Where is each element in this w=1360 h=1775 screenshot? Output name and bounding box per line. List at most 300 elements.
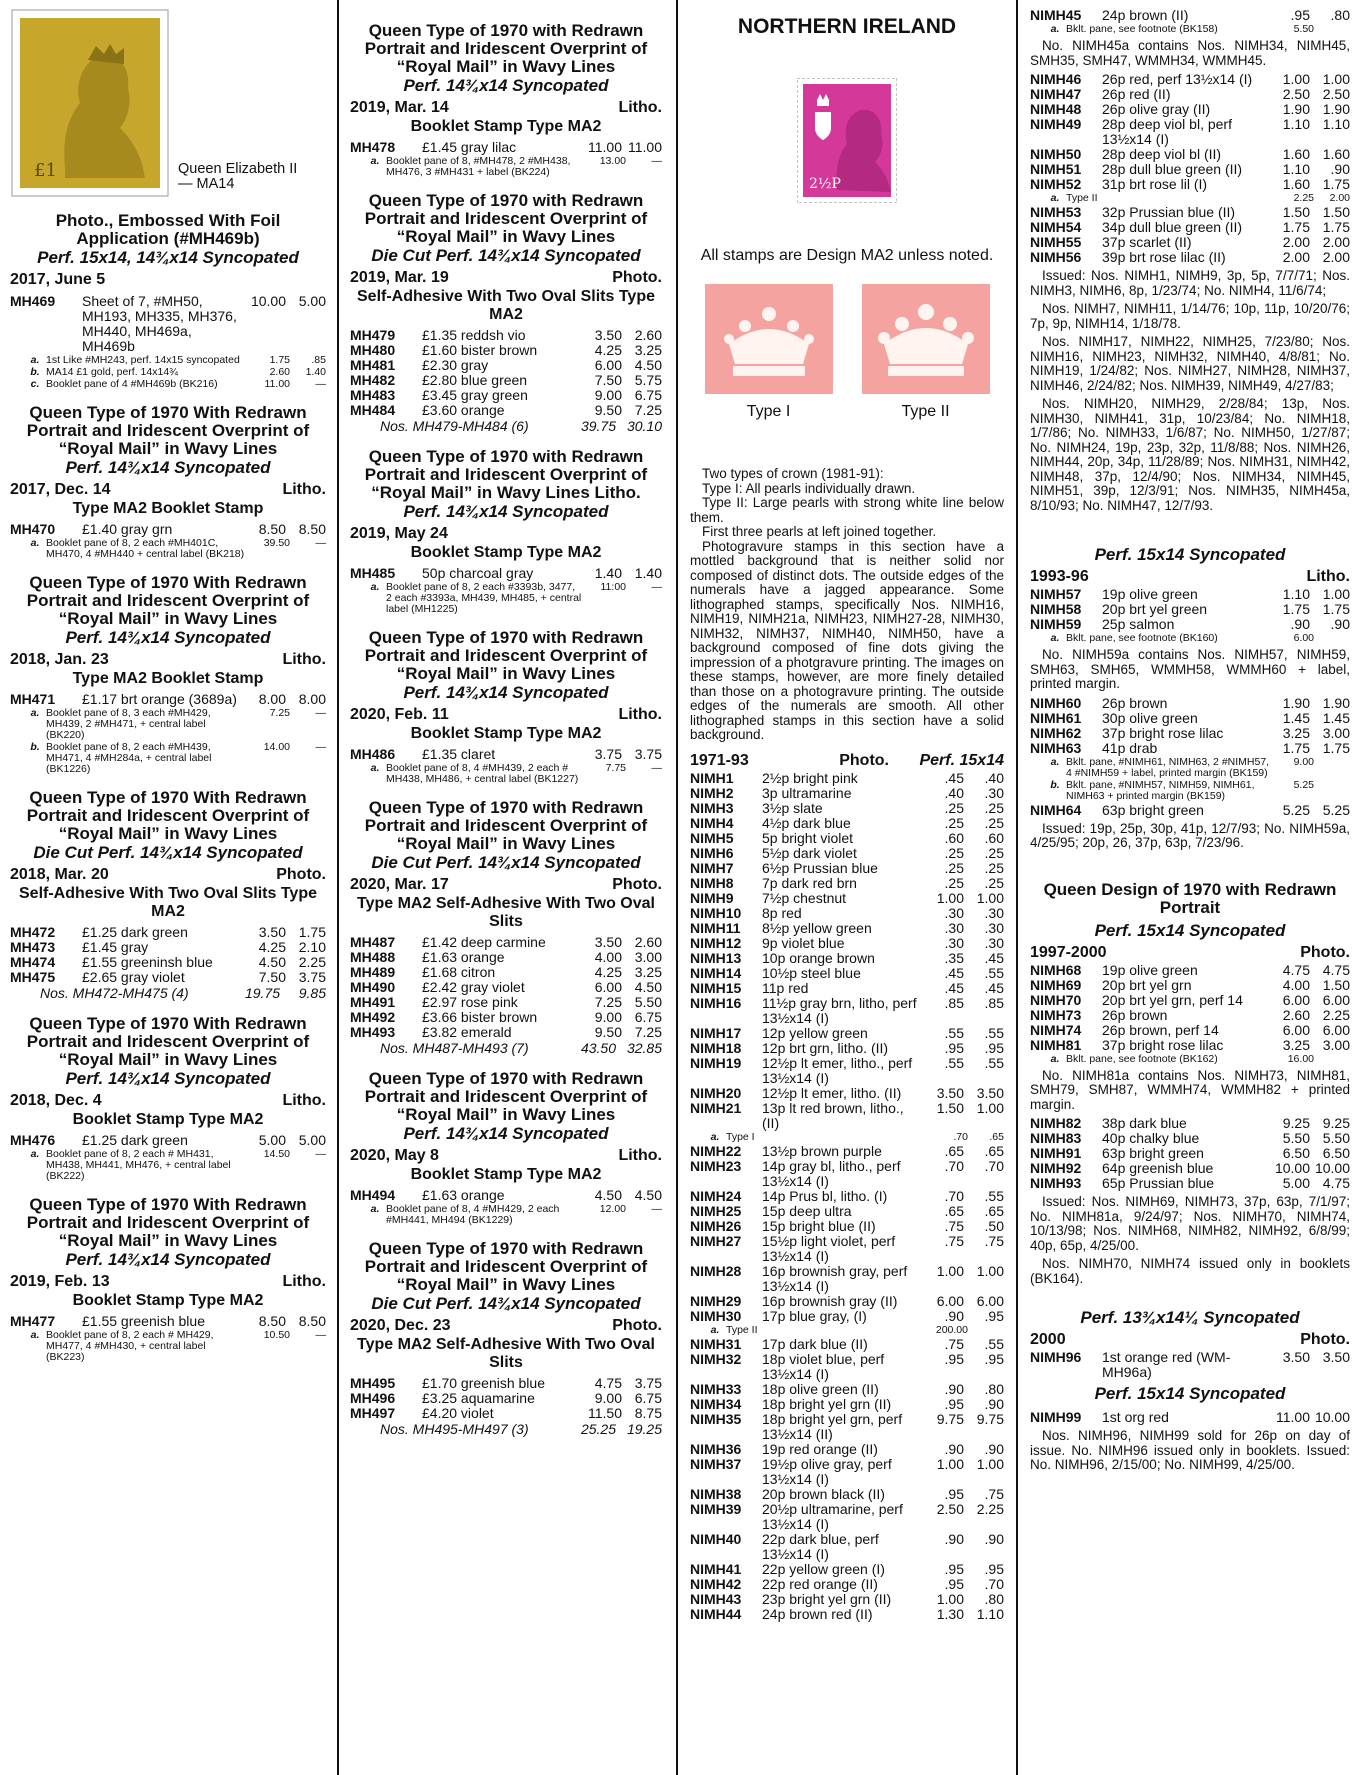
stamp-description: 26p brown [1102, 694, 1168, 711]
price-used: .30 [984, 934, 1004, 951]
printing-process: Litho. [618, 1147, 662, 1164]
stamp-row [690, 861, 1004, 876]
stamp-row [690, 1337, 1004, 1352]
catalog-number: NIMH6 [690, 844, 734, 861]
price-used: 5.25 [1322, 801, 1350, 818]
price-mint: 2.00 [1282, 234, 1310, 250]
price-mint: .85 [944, 994, 964, 1011]
price-mint: .90 [1290, 616, 1310, 632]
stamp-row [690, 801, 1004, 816]
price-used: 1.00 [1322, 71, 1350, 87]
catalog-number: MH486 [350, 746, 396, 762]
stamp-row [690, 1532, 1004, 1562]
catalog-number: NIMH61 [1030, 709, 1082, 726]
stamp-row [690, 1592, 1004, 1607]
stamp-description: 3½p slate [762, 799, 823, 816]
stamp-description: 9p violet blue [762, 934, 845, 951]
price-used: 5.75 [634, 372, 662, 388]
stamp-description: 34p dull blue green (II) [1102, 219, 1243, 235]
stamp-description: 25p salmon [1102, 616, 1175, 632]
stamp-row [350, 1391, 662, 1406]
catalog-number: NIMH37 [690, 1455, 742, 1472]
total-row [350, 418, 662, 434]
price-used: .30 [984, 784, 1004, 801]
stamp-description: £3.60 orange [422, 402, 505, 418]
stamp-type-heading: Type MA2 Self-Adhesive With Two Oval Slits [357, 895, 655, 930]
price-mint: 1.00 [936, 1262, 964, 1279]
stamp-row [1030, 1131, 1350, 1146]
price-used: 2.25 [1322, 1006, 1350, 1023]
price-used: 5.50 [1322, 1130, 1350, 1146]
total-mint: 25.25 [580, 1421, 616, 1437]
price-mint: 1.45 [1282, 709, 1310, 726]
catalog-number: MH469 [10, 293, 56, 309]
price-used: 6.00 [976, 1292, 1004, 1309]
column-2 [340, 0, 672, 1775]
stamp-description: 18p bright yel grn, perf 13½x14 (II) [762, 1410, 903, 1442]
stamp-description: 12½p lt emer, litho. (II) [762, 1084, 902, 1101]
stamp-description: 20p brt yel grn [1102, 976, 1192, 993]
issue-date: 2020, May 8 [350, 1147, 439, 1164]
stamp-row [1030, 617, 1350, 632]
price-mint: 3.50 [936, 1084, 964, 1101]
stamp-description: 37p bright rose lilac [1102, 724, 1224, 741]
price-used: 5.00 [298, 293, 326, 309]
price-mint: .30 [944, 904, 964, 921]
stamp-row [690, 951, 1004, 966]
stamp-row [10, 692, 326, 707]
price-mint: 9.25 [1282, 1115, 1310, 1131]
stamp-description: 19p red orange (II) [762, 1440, 878, 1457]
stamp-type-heading: Self-Adhesive With Two Oval Slits Type MA2 [19, 885, 317, 920]
perf-heading: Die Cut Perf. 14¾x14 Syncopated [371, 1294, 641, 1313]
issue-date-line [10, 480, 326, 500]
price-used: .25 [984, 859, 1004, 876]
price-used: 2.60 [634, 327, 662, 343]
variety-mint: 39.50 [263, 537, 290, 549]
catalog-number: NIMH93 [1030, 1175, 1082, 1191]
catalog-number: MH483 [350, 387, 396, 403]
price-used: .95 [984, 1560, 1004, 1577]
sub-variety-row [10, 367, 326, 378]
variety-used: — [315, 1148, 326, 1160]
issued-paragraph: Nos. NIMH7, NIMH11, 1/14/76; 10p, 11p, 10/20/76; 7p, 9p, NIMH14, 1/18/78. [1030, 301, 1350, 331]
stamp-row [690, 786, 1004, 801]
variety-used [1314, 24, 1350, 35]
issue-heading: Queen Type of 1970 with Redrawn Portrait and Iridescent Overprint of “Royal Mail” in Wavy Lines [364, 1239, 648, 1294]
catalog-number: NIMH38 [690, 1485, 742, 1502]
stamp-row [690, 921, 1004, 936]
catalog-number: NIMH45 [1030, 7, 1082, 23]
issue-block [350, 799, 662, 1056]
price-used: .60 [984, 829, 1004, 846]
perf-heading: Die Cut Perf. 14¾x14 Syncopated [33, 843, 303, 862]
stamp-description: 26p red (II) [1102, 86, 1171, 102]
stamp-row [1030, 8, 1350, 23]
stamp-description: 14p Prus bl, litho. (I) [762, 1187, 888, 1204]
stamp-description: £1.35 claret [422, 746, 496, 762]
stamp-description: 41p drab [1102, 739, 1158, 756]
issue-date-line [10, 650, 326, 670]
price-used: 3.50 [976, 1084, 1004, 1101]
issue-date-line [350, 1316, 662, 1336]
price-used: 8.75 [634, 1405, 662, 1421]
stamp-description: 50p charcoal gray [422, 565, 534, 581]
catalog-number: NIMH39 [690, 1500, 742, 1517]
issued-paragraph: Nos. NIMH20, NIMH29, 2/28/84; 13p, Nos. NIMH30, NIMH41, 31p, 10/23/84; No. NIMH18, 1/7/86; No. NIMH33, 1/6/87; No. NIMH50, 1/27/87; No. NIMH24, 19p, 23p, 32p, 11/8/88; Nos. NIMH26, NIMH44, 20p, 34p, 11/28/89; Nos. NIMH31, NIMH42, NIMH48, 37p, 12/4/90; Nos. NIMH34, NIMH45, NIMH51, 39p, 12/3/91; Nos. NIMH35, NIMH45a, 8/10/93; No. NIMH47, 12/7/93. [1030, 396, 1350, 513]
variety-mint: 10.50 [263, 1329, 290, 1341]
price-mint: 6.00 [594, 357, 622, 373]
catalog-number: NIMH12 [690, 934, 742, 951]
price-used: 1.90 [1322, 694, 1350, 711]
price-used: 2.10 [298, 939, 326, 955]
issued-paragraph: Issued: Nos. NIMH1, NIMH9, 3p, 5p, 7/7/71; Nos. NIMH3, NIMH6, 8p, 1/23/74; No. NIMH4, 11/6/74; [1030, 268, 1350, 298]
stamp-description: 26p red, perf 13½x14 (I) [1102, 71, 1253, 87]
stamp-row [690, 996, 1004, 1026]
stamp-description: 8p red [762, 904, 802, 921]
price-mint: 1.10 [1282, 161, 1310, 177]
catalog-number: NIMH64 [1030, 801, 1082, 818]
price-mint: .75 [944, 1232, 964, 1249]
price-mint: 9.00 [594, 1009, 622, 1025]
stamp-description: £1.25 dark green [82, 1132, 188, 1148]
price-mint: 1.00 [1282, 71, 1310, 87]
catalog-number: MH488 [350, 949, 396, 965]
issue-date-line [10, 865, 326, 885]
stamp-description: Sheet of 7, #MH50, MH193, MH335, MH376, MH440, MH469a, MH469b [82, 293, 237, 354]
catalog-number: NIMH23 [690, 1157, 742, 1174]
issue-header: 1997-2000 Photo. [1030, 943, 1350, 961]
price-mint: 11.00 [1276, 1409, 1310, 1425]
catalog-number: NIMH34 [690, 1395, 742, 1412]
stamp-description: 26p brown, perf 14 [1102, 1021, 1219, 1038]
price-mint: 3.50 [594, 934, 622, 950]
price-mint: 5.25 [1282, 801, 1310, 818]
stamp-description: 16p brownish gray (II) [762, 1292, 898, 1309]
stamp-row [690, 906, 1004, 921]
price-mint: .65 [944, 1142, 964, 1159]
variety-letter: a. [30, 1329, 40, 1341]
stamp-row [1030, 102, 1350, 117]
catalog-number: MH474 [10, 954, 56, 970]
note-paragraph: No. NIMH45a contains Nos. NIMH34, NIMH45, SMH35, SMH47, WMMH34, WMMH45. [1030, 38, 1350, 68]
price-mint: 10.00 [1274, 1160, 1310, 1176]
price-used: 1.45 [1322, 709, 1350, 726]
stamp-description: £1.63 orange [422, 949, 505, 965]
variety-used: 2.00 [1329, 192, 1350, 204]
catalog-number: NIMH36 [690, 1440, 742, 1457]
price-mint: .70 [944, 1187, 964, 1204]
stamp-row [1030, 963, 1350, 978]
svg-text:2½P: 2½P [809, 176, 841, 192]
printing-process: Litho. [282, 651, 326, 668]
catalog-number: MH470 [10, 521, 56, 537]
price-mint: 6.00 [594, 979, 622, 995]
stamp-row [10, 955, 326, 970]
stamp-row [350, 950, 662, 965]
stamp-row [350, 140, 662, 155]
catalog-number: NIMH58 [1030, 601, 1082, 617]
catalog-number: NIMH26 [690, 1217, 742, 1234]
variety-mint: 2.60 [269, 366, 290, 378]
note-paragraph: No. NIMH59a contains Nos. NIMH57, NIMH59, SMH63, SMH65, WMMH58, WMMH60 + label, printed margin. [1030, 647, 1350, 691]
price-used: 1.00 [976, 889, 1004, 906]
stamp-description: 24p brown red (II) [762, 1605, 873, 1622]
catalog-number: NIMH46 [1030, 71, 1082, 87]
issue-date-line [10, 270, 326, 290]
stamp-row [690, 1382, 1004, 1397]
stamp-description: £1.40 gray grn [82, 521, 173, 537]
stamp-row [1030, 803, 1350, 818]
price-mint: .75 [944, 1335, 964, 1352]
stamp-row [690, 816, 1004, 831]
variety-description: Booklet pane of 8, 3 each #MH429, MH439, 2 #MH471, + central label (BK220) [46, 707, 211, 741]
price-mint: .95 [944, 1039, 964, 1056]
variety-used: — [315, 537, 326, 549]
issue-date: 2020, Dec. 23 [350, 1317, 451, 1334]
price-used: 2.50 [1322, 86, 1350, 102]
issued-paragraph: Issued: Nos. NIMH69, NIMH73, 37p, 63p, 7/1/97; No. NIMH81a, 9/24/97; Nos. NIMH70, NIMH74, 10/13/98; Nos. NIMH68, NIMH82, NIMH92, 6/8/99; 40p, 65p, 4/25/00. [1030, 1194, 1350, 1253]
price-used: 6.00 [1322, 1021, 1350, 1038]
variety-letter: a. [370, 581, 380, 593]
price-mint: .25 [944, 814, 964, 831]
price-mint: .95 [1290, 7, 1310, 23]
stamp-row [690, 1086, 1004, 1101]
variety-letter: b. [30, 741, 40, 753]
catalog-number: NIMH68 [1030, 961, 1082, 978]
price-used: 10.00 [1314, 1160, 1350, 1176]
stamp-description: 28p deep viol bl, perf 13½x14 (I) [1102, 116, 1232, 147]
catalog-number: NIMH50 [1030, 146, 1082, 162]
variety-description: MA14 £1 gold, perf. 14x14¾ [46, 366, 178, 378]
catalog-number: NIMH83 [1030, 1130, 1082, 1146]
column-divider [1016, 0, 1018, 1775]
price-mint: 3.50 [258, 924, 286, 940]
catalog-number: NIMH27 [690, 1232, 742, 1249]
stamp-description: £2.97 rose pink [422, 994, 518, 1010]
variety-description: Type II [726, 1323, 758, 1336]
variety-mint: 11.00 [264, 378, 290, 390]
catalog-number: MH487 [350, 934, 396, 950]
issue-heading: Queen Type of 1970 with Redrawn Portrait and Iridescent Overprint of “Royal Mail” in Wavy Lines [364, 191, 648, 246]
price-used: 9.25 [1322, 1115, 1350, 1131]
issue-date: 2017, Dec. 14 [10, 481, 111, 498]
issue-heading: Queen Type of 1970 With Redrawn Portrait and Iridescent Overprint of “Royal Mail” in Wavy Lines [26, 788, 310, 843]
stamp-description: 12p yellow green [762, 1024, 868, 1041]
catalog-number: NIMH43 [690, 1590, 742, 1607]
stamp-description: 17p blue gray, (I) [762, 1307, 867, 1324]
price-mint: 8.50 [258, 521, 286, 537]
variety-description: Booklet pane of 8, 2 each # MH429, MH477, 4 #MH430, + central label (BK223) [46, 1329, 214, 1363]
price-mint: 9.50 [594, 402, 622, 418]
printing-process: Photo. [612, 1317, 662, 1334]
price-mint: .75 [944, 1217, 964, 1234]
price-used: 8.50 [298, 1313, 326, 1329]
perf-heading: Perf. 14¾x14 Syncopated [403, 76, 609, 95]
price-used: 1.75 [298, 924, 326, 940]
stamp-row [1030, 1146, 1350, 1161]
price-used: 3.50 [1322, 1349, 1350, 1365]
sub-variety-row [1030, 757, 1350, 779]
catalog-number: NIMH13 [690, 949, 742, 966]
variety-mint: 6.00 [1293, 632, 1314, 644]
variety-used: — [651, 581, 662, 593]
stamp-row [10, 1314, 326, 1329]
variety-description: Booklet pane of 8, #MH478, 2 #MH438, MH476, 3 #MH431 + label (BK224) [386, 155, 571, 178]
variety-used: 1.40 [305, 366, 326, 378]
price-mint: .30 [944, 919, 964, 936]
stamp-row [10, 1133, 326, 1148]
stamp-row [690, 1294, 1004, 1309]
price-mint: 9.50 [594, 1024, 622, 1040]
price-used: 1.10 [976, 1605, 1004, 1622]
stamp-type-heading: Booklet Stamp Type MA2 [72, 1292, 264, 1309]
variety-mint: 12.00 [599, 1203, 626, 1215]
price-used: 3.00 [1322, 724, 1350, 741]
variety-description: Booklet pane of 4 #MH469b (BK216) [46, 378, 218, 390]
variety-used [1314, 757, 1350, 779]
perf-heading: Die Cut Perf. 14¾x14 Syncopated [371, 246, 641, 265]
variety-description: Booklet pane of 8, 2 each # MH431, MH438, MH441, MH476, + central label (BK222) [46, 1148, 231, 1182]
price-mint: 1.50 [936, 1099, 964, 1116]
issue-block [10, 1015, 326, 1182]
issue-date-line [350, 268, 662, 288]
catalog-number: NIMH99 [1030, 1409, 1082, 1425]
stamp-row [1030, 87, 1350, 102]
sub-variety-row [10, 1330, 326, 1363]
stamp-row [350, 995, 662, 1010]
printing-process: Photo. [612, 876, 662, 893]
stamp-description: £1.60 bister brown [422, 342, 538, 358]
catalog-number: MH485 [350, 565, 396, 581]
catalog-number: NIMH14 [690, 964, 742, 981]
stamp-description: 28p deep viol bl (II) [1102, 146, 1222, 162]
catalog-number: NIMH10 [690, 904, 742, 921]
catalog-number: NIMH32 [690, 1350, 742, 1367]
catalog-number: NIMH9 [690, 889, 734, 906]
issue-block [350, 1070, 662, 1226]
issue-date-line [10, 1272, 326, 1292]
price-used: .25 [984, 814, 1004, 831]
price-used: .90 [984, 1530, 1004, 1547]
column-divider [676, 0, 678, 1775]
perf-heading: Perf. 14¾x14 Syncopated [403, 683, 609, 702]
variety-mint: 16.00 [1287, 1052, 1314, 1065]
perf-heading: Perf. 15x14 Syncopated [1094, 545, 1286, 564]
printing-process: Litho. [282, 1092, 326, 1109]
price-used: 7.25 [634, 1024, 662, 1040]
catalog-number: MH497 [350, 1405, 396, 1421]
stamp-type-heading: Booklet Stamp Type MA2 [410, 1166, 602, 1183]
catalog-number: MH481 [350, 357, 396, 373]
price-used: 1.50 [1322, 204, 1350, 220]
printing-process: Litho. [618, 99, 662, 116]
stamp-description: £1.45 gray [82, 939, 149, 955]
stamp-description: 38p dark blue [1102, 1115, 1187, 1131]
price-used: 3.75 [298, 969, 326, 985]
catalog-number: NIMH56 [1030, 249, 1082, 265]
issue-date-line [10, 1091, 326, 1111]
sub-variety-row [350, 582, 662, 615]
stamp-description: 30p olive green [1102, 709, 1198, 726]
catalog-number: MH471 [10, 691, 56, 707]
stamp-row [10, 970, 326, 985]
variety-letter: a. [30, 1148, 40, 1160]
stamp-row [350, 1010, 662, 1025]
price-mint: .90 [944, 1530, 964, 1547]
price-mint: 1.90 [1282, 694, 1310, 711]
variety-used: — [315, 741, 326, 753]
stamp-row [1030, 162, 1350, 177]
catalog-number: NIMH19 [690, 1054, 742, 1071]
catalog-number: NIMH40 [690, 1530, 742, 1547]
catalog-number: NIMH41 [690, 1560, 742, 1577]
stamp-row [1030, 741, 1350, 756]
issue-heading: Queen Type of 1970 with Redrawn Portrait and Iridescent Overprint of “Royal Mail” in Wavy Lines Litho. [364, 447, 648, 502]
price-used: 8.50 [298, 521, 326, 537]
catalog-number: MH475 [10, 969, 56, 985]
price-mint: 5.50 [1282, 1130, 1310, 1146]
stamp-description: £3.66 bister brown [422, 1009, 538, 1025]
price-mint: 1.40 [594, 565, 622, 581]
price-mint: 2.60 [1282, 1006, 1310, 1023]
stamp-row [350, 935, 662, 950]
stamp-row [690, 1159, 1004, 1189]
variety-letter: a. [370, 155, 380, 167]
stamp-row [690, 1577, 1004, 1592]
issued-paragraph: Issued: 19p, 25p, 30p, 41p, 12/7/93; No. NIMH59a, 4/25/95; 20p, 26, 37p, 63p, 7/23/96. [1030, 820, 1350, 850]
issue-block [350, 192, 662, 434]
price-mint: 7.25 [594, 994, 622, 1010]
stamp-row [690, 981, 1004, 996]
price-used: .65 [984, 1202, 1004, 1219]
stamp-row [1030, 147, 1350, 162]
issue-date-line [350, 875, 662, 895]
price-mint: .40 [944, 784, 964, 801]
price-used: .55 [984, 1187, 1004, 1204]
note-line: Two types of crown (1981-91): [702, 466, 884, 481]
catalog-number: MH478 [350, 139, 396, 155]
variety-letter: c. [30, 378, 40, 390]
stamp-description: 18p bright yel grn (II) [762, 1395, 892, 1412]
catalog-number: NIMH55 [1030, 234, 1082, 250]
catalog-number: NIMH3 [690, 799, 734, 816]
crown-type-2 [862, 284, 990, 421]
issue-block [350, 1240, 662, 1437]
issue-heading: Queen Type of 1970 With Redrawn Portrait and Iridescent Overprint of “Royal Mail” in Wavy Lines [26, 573, 310, 628]
stamp-description: 10p orange brown [762, 949, 875, 966]
total-label: Nos. MH487-MH493 (7) [380, 1040, 529, 1056]
variety-description: Bklt. pane, #NIMH57, NIMH59, NIMH61, NIMH63 + printed margin (BK159) [1066, 778, 1255, 802]
stamp-row [690, 936, 1004, 951]
issue-heading: Queen Type of 1970 with Redrawn Portrait and Iridescent Overprint of “Royal Mail” in Wavy Lines [364, 1069, 648, 1124]
stamp-type-heading: Type MA2 Booklet Stamp [72, 500, 264, 517]
price-used: .80 [984, 1380, 1004, 1397]
printing-process: Litho. [282, 1273, 326, 1290]
stamp-description: 1st org red [1102, 1409, 1169, 1425]
price-used: .30 [984, 904, 1004, 921]
stamp-description: 31p brt rose lil (I) [1102, 176, 1208, 192]
stamp-row [690, 1412, 1004, 1442]
sub-variety-row [690, 1132, 1004, 1143]
design-note: All stamps are Design MA2 unless noted. [700, 247, 994, 264]
stamp-row [10, 925, 326, 940]
price-mint: 3.50 [1282, 1349, 1310, 1365]
note-line: First three pearls at left joined together. [702, 524, 937, 539]
total-row [10, 985, 326, 1001]
variety-letter: a. [1050, 755, 1060, 768]
svg-text:£1: £1 [34, 160, 57, 181]
